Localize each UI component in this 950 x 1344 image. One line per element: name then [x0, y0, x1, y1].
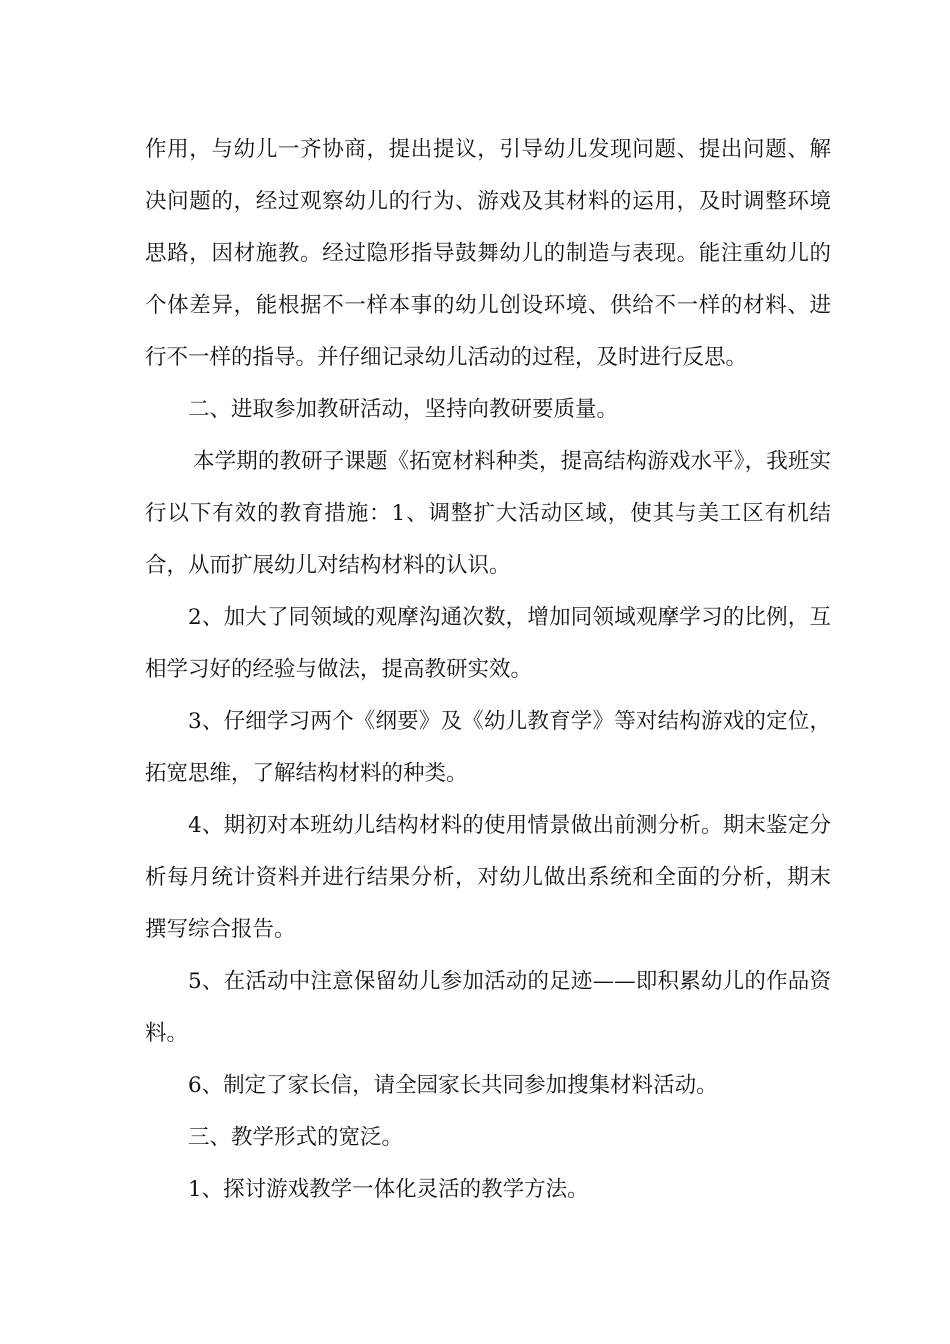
paragraph-continuation: 作用，与幼儿一齐协商，提出提议，引导幼儿发现问题、提出问题、解决问题的，经过观察幼儿的行为、游戏及其材料的运用，及时调整环境思路，因材施教。经过隐形指导鼓舞幼儿的制造与表现。能注重幼儿的个体差异，能根据不一样本事的幼儿创设环境、供给不一样的材料、进行不一样的指导。并仔细记录幼儿活动的过程，及时进行反思。: [145, 137, 831, 370]
paragraph-research-topic: 本学期的教研子课题《拓宽材料种类，提高结构游戏水平》，我班实行以下有效的教育措施：1、调整扩大活动区域，使其与美工区有机结合，从而扩展幼儿对结构材料的认识。: [145, 449, 831, 578]
section-heading-3: 三、教学形式的宽泛。: [188, 1125, 404, 1150]
paragraph-item-4: 4、期初对本班幼儿结构材料的使用情景做出前测分析。期末鉴定分析每月统计资料并进行结果分析，对幼儿做出系统和全面的分析，期末撰写综合报告。: [145, 813, 831, 942]
section-heading-2: 二、进取参加教研活动，坚持向教研要质量。: [188, 397, 619, 422]
paragraph-item-5: 5、在活动中注意保留幼儿参加活动的足迹——即积累幼儿的作品资料。: [145, 969, 831, 1046]
paragraph-item-2: 2、加大了同领域的观摩沟通次数，增加同领域观摩学习的比例，互相学习好的经验与做法，提高教研实效。: [145, 605, 831, 682]
paragraph-item-3: 3、仔细学习两个《纲要》及《幼儿教育学》等对结构游戏的定位，拓宽思维，了解结构材料的种类。: [145, 709, 831, 786]
paragraph-item-1: 1、探讨游戏教学一体化灵活的教学方法。: [188, 1177, 589, 1202]
paragraph-item-6: 6、制定了家长信，请全园家长共同参加搜集材料活动。: [188, 1073, 718, 1098]
document-body: [145, 124, 831, 1216]
